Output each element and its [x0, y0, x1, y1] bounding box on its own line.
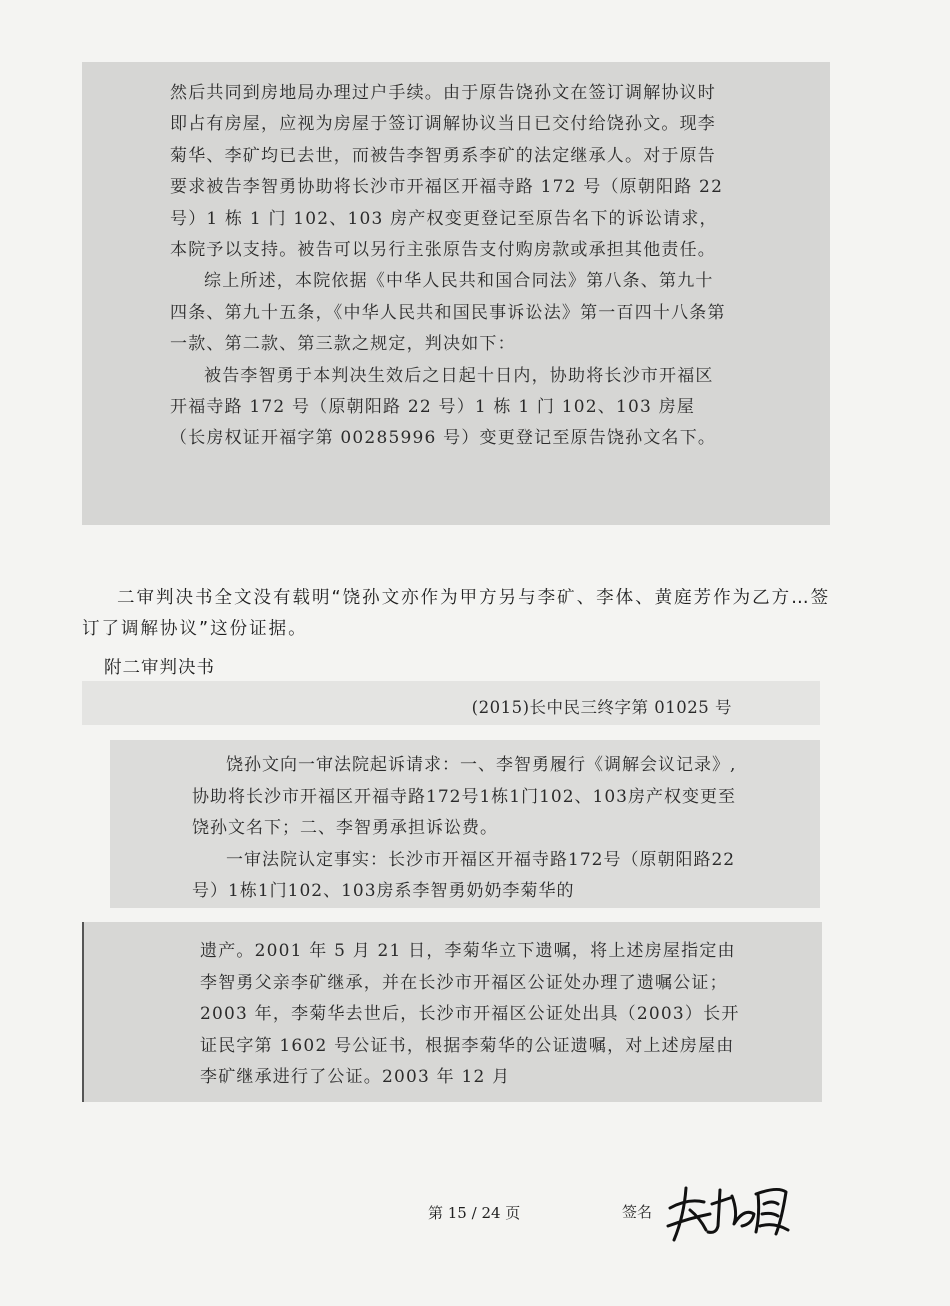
- paragraph-facts: 一审法院认定事实：长沙市开福区开福寺路172号（原朝阳路22号）1栋1门102、103房系李智勇奶奶李菊华的: [192, 849, 736, 901]
- paragraph-transfer-reasoning: 然后共同到房地局办理过户手续。由于原告饶孙文在签订调解协议时即占有房屋，应视为房屋于签订调解协议当日已交付给饶孙文。现李菊华、李矿均已去世，而被告李智勇系李矿的法定继承人。对于原告要求被告李智勇协助将长沙市开福区开福寺路 172 号（原朝阳路 22 号）1 栋 1 门 102、103 房产权变更登记至原告名下的诉讼请求，本院予以支持。被告可以另行主张原告支付购房款或承担其他责任。: [170, 83, 724, 261]
- paragraph-claims: 饶孙文向一审法院起诉请求：一、李智勇履行《调解会议记录》,协助将长沙市开福区开福寺路172号1栋1门102、103房产权变更至饶孙文名下；二、李智勇承担诉讼费。: [192, 755, 737, 838]
- scanned-judgment-excerpt-1: [82, 62, 830, 525]
- scanned-case-number-strip: [82, 681, 820, 725]
- signature-label: 签名: [622, 1203, 653, 1221]
- scan-text-block: [170, 78, 730, 455]
- handwritten-signature: [660, 1168, 800, 1248]
- paragraph-judgment: 被告李智勇于本判决生效后之日起十日内，协助将长沙市开福区开福寺路 172 号（原朝阳路 22 号）1 栋 1 门 102、103 房屋（长房权证开福字第 00285996 号）变更登记至原告饶孙文名下。: [170, 365, 717, 449]
- scan-text-block: [192, 750, 738, 908]
- paragraph-inheritance-facts: 遗产。2001 年 5 月 21 日，李菊华立下遗嘱，将上述房屋指定由李智勇父亲李矿继承，并在长沙市开福区公证处办理了遗嘱公证；2003 年，李菊华去世后，长沙市开福区公证处出具（2003）长开证民字第 1602 号公证书，根据李菊华的公证遗嘱，对上述房屋由李矿继承进行了公证。2003 年 12 月: [200, 941, 740, 1087]
- case-number: (2015)长中民三终字第 01025 号: [471, 698, 732, 717]
- paragraph-legal-basis: 综上所述，本院依据《中华人民共和国合同法》第八条、第九十四条、第九十五条，《中华人民共和国民事诉讼法》第一百四十八条第一款、第二款、第三款之规定，判决如下：: [170, 271, 726, 355]
- page-number: 第 15 / 24 页: [428, 1204, 521, 1222]
- attachment-label: 附二审判决书: [104, 658, 215, 678]
- scanned-judgment-excerpt-2: [110, 740, 820, 908]
- scanned-judgment-excerpt-3: [82, 922, 822, 1102]
- summary-statement: 二审判决书全文没有载明“饶孙文亦作为甲方另与李矿、李体、黄庭芳作为乙方…签订了调解协议”这份证据。: [82, 587, 831, 639]
- scan-text-block: [200, 936, 740, 1094]
